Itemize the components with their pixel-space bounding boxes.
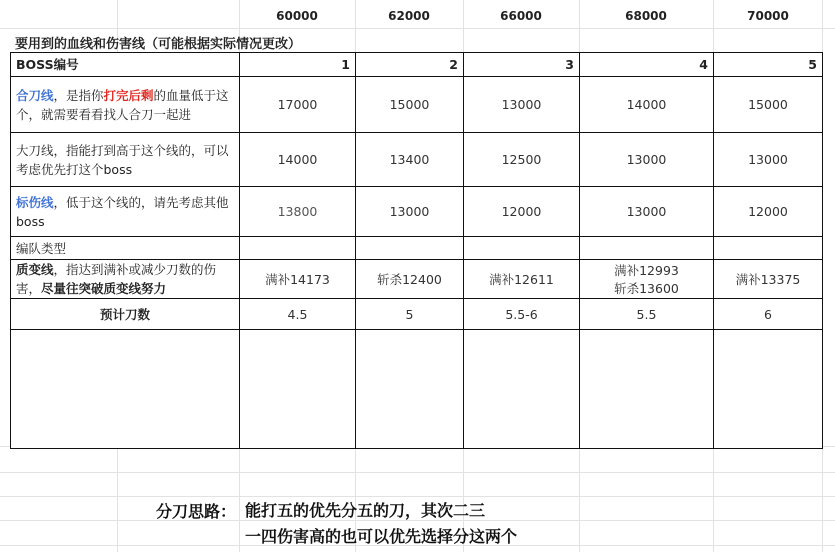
- boss-hp-2: 62000: [388, 9, 430, 23]
- blank-cell[interactable]: [464, 330, 580, 449]
- team-type-label[interactable]: 编队类型: [11, 237, 240, 260]
- team-type-cell[interactable]: [240, 237, 356, 260]
- knife-count-value[interactable]: 6: [714, 299, 823, 330]
- blank-cell[interactable]: [714, 330, 823, 449]
- combine-line-row: [11, 77, 823, 133]
- boss-hp-3: 66000: [500, 9, 542, 23]
- knife-count-value[interactable]: 4.5: [240, 299, 356, 330]
- sheet-title: 要用到的血线和伤害线（可能根据实际情况更改）: [15, 37, 302, 52]
- knife-count-label[interactable]: 预计刀数: [11, 299, 240, 330]
- mark-damage-line-row: [11, 187, 823, 237]
- big-knife-line-label[interactable]: 大刀线，指能打到高于这个线的，可以考虑优先打这个boss: [11, 133, 240, 187]
- mark-damage-line-label[interactable]: 标伤线，低于这个线的，请先考虑其他boss: [11, 187, 240, 237]
- combine-line-value[interactable]: 14000: [580, 77, 714, 133]
- boss-id-5[interactable]: 5: [714, 53, 823, 77]
- knife-count-value[interactable]: 5.5-6: [464, 299, 580, 330]
- big-knife-line-value[interactable]: 13000: [714, 133, 823, 187]
- knife-count-value[interactable]: 5.5: [580, 299, 714, 330]
- big-knife-line-row: [11, 133, 823, 187]
- quality-change-value[interactable]: 满补14173: [240, 260, 356, 299]
- quality-change-line-label[interactable]: 质变线，指达到满补或减少刀数的伤害，尽量往突破质变线努力: [11, 260, 240, 299]
- plan-line-2: 一四伤害高的也可以优先选择分这两个: [245, 527, 518, 546]
- mark-damage-line-value[interactable]: 13000: [580, 187, 714, 237]
- quality-change-value[interactable]: 斩杀12400: [356, 260, 464, 299]
- combine-line-value[interactable]: 13000: [464, 77, 580, 133]
- knife-count-value[interactable]: 5: [356, 299, 464, 330]
- boss-hp-4: 68000: [625, 9, 667, 23]
- blank-row: [11, 330, 823, 449]
- combine-line-value[interactable]: 17000: [240, 77, 356, 133]
- team-type-cell[interactable]: [714, 237, 823, 260]
- team-type-cell[interactable]: [356, 237, 464, 260]
- team-type-cell[interactable]: [464, 237, 580, 260]
- blank-cell[interactable]: [11, 330, 240, 449]
- plan-label: 分刀思路：: [156, 502, 237, 521]
- blank-cell[interactable]: [580, 330, 714, 449]
- quality-change-value[interactable]: 满补12611: [464, 260, 580, 299]
- boss-id-1[interactable]: 1: [240, 53, 356, 77]
- quality-change-value[interactable]: 满补12993 斩杀13600: [580, 260, 714, 299]
- boss-id-4[interactable]: 4: [580, 53, 714, 77]
- big-knife-line-value[interactable]: 12500: [464, 133, 580, 187]
- combine-line-value[interactable]: 15000: [356, 77, 464, 133]
- plan-line-1: 能打五的优先分五的刀，其次二三: [245, 501, 486, 520]
- blank-cell[interactable]: [356, 330, 464, 449]
- boss-id-2[interactable]: 2: [356, 53, 464, 77]
- mark-damage-line-value[interactable]: 12000: [464, 187, 580, 237]
- blank-cell[interactable]: [240, 330, 356, 449]
- big-knife-line-value[interactable]: 13400: [356, 133, 464, 187]
- combine-line-value[interactable]: 15000: [714, 77, 823, 133]
- quality-change-value[interactable]: 满补13375: [714, 260, 823, 299]
- boss-id-label[interactable]: BOSS编号: [11, 53, 240, 77]
- knife-count-row: [11, 299, 823, 330]
- combine-line-label[interactable]: 合刀线，是指你打完后剩的血量低于这个，就需要看看找人合刀一起进: [11, 77, 240, 133]
- quality-change-line-row: [11, 260, 823, 299]
- big-knife-line-value[interactable]: 13000: [580, 133, 714, 187]
- team-type-cell[interactable]: [580, 237, 714, 260]
- mark-damage-line-value[interactable]: 13800: [240, 187, 356, 237]
- team-type-row: [11, 237, 823, 260]
- boss-hp-5: 70000: [747, 9, 789, 23]
- mark-damage-line-value[interactable]: 12000: [714, 187, 823, 237]
- boss-id-row: [11, 53, 823, 77]
- mark-damage-line-value[interactable]: 13000: [356, 187, 464, 237]
- big-knife-line-value[interactable]: 14000: [240, 133, 356, 187]
- boss-hp-1: 60000: [276, 9, 318, 23]
- damage-line-table: [10, 52, 823, 449]
- boss-id-3[interactable]: 3: [464, 53, 580, 77]
